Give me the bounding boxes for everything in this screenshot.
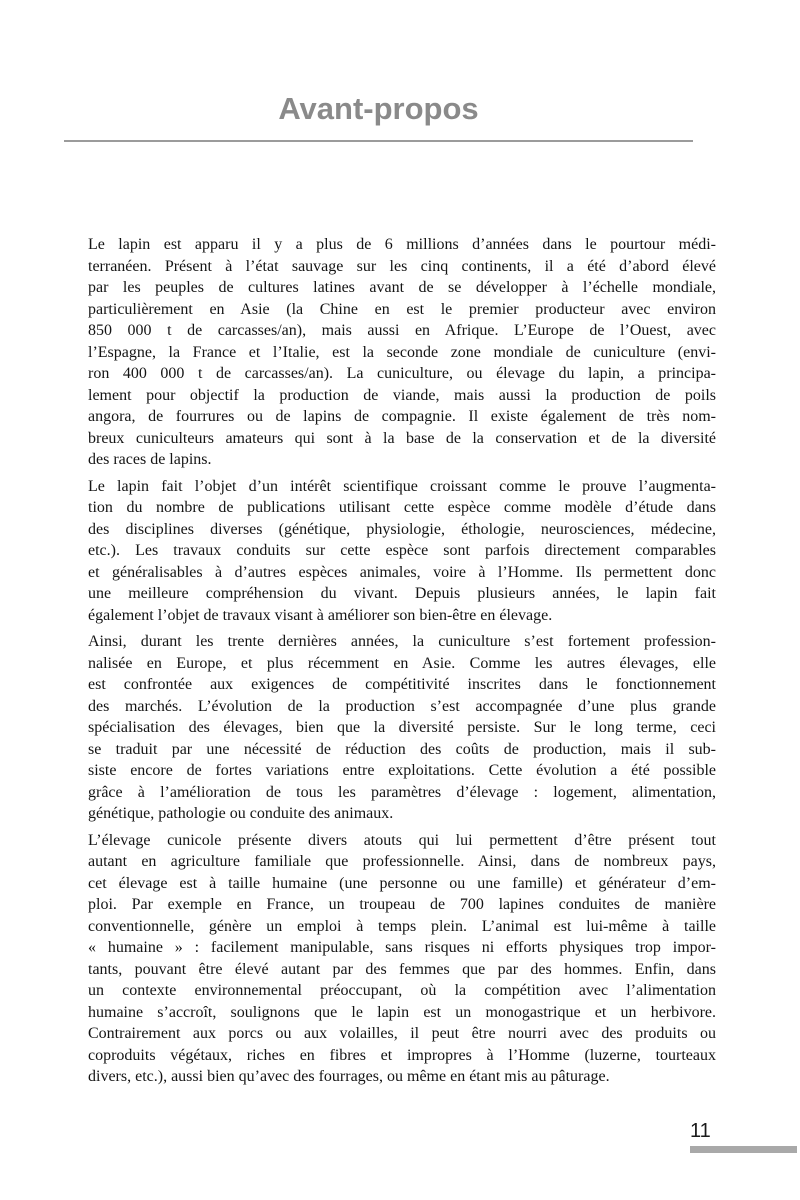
- text-line: divers, etc.), aussi bien qu’avec des fourrages, ou même en étant mis au pâturage.: [88, 1068, 610, 1085]
- text-line: une meilleure compréhension du vivant. Depuis plusieurs années, le lapin fait: [88, 585, 716, 602]
- text-line: lement pour objectif la production de viande, mais aussi la production de poils: [88, 386, 716, 404]
- text-line: breux cuniculteurs amateurs qui sont à la base de la conservation et de la diversité: [88, 429, 716, 447]
- text-line: particulièrement en Asie (la Chine en est le premier producteur avec environ: [88, 300, 716, 318]
- text-line: des disciplines diverses (génétique, physiologie, éthologie, neurosciences, médecine,: [88, 520, 716, 538]
- text-line: spécialisation des élevages, bien que la diversité persiste. Sur le long terme, ceci: [88, 719, 716, 736]
- text-line: conventionnelle, génère un emploi à temps plein. L’animal est lui-même à taille: [88, 917, 716, 935]
- text-line: terranéen. Présent à l’état sauvage sur les cinq continents, il a été d’abord élevé: [88, 257, 716, 275]
- text-line: tants, pouvant être élevé autant par des femmes que par des hommes. Enfin, dans: [88, 960, 716, 978]
- text-line: nalisée en Europe, et plus récemment en Asie. Comme les autres élevages, elle: [88, 654, 716, 672]
- text-line: un contexte environnemental préoccupant, où la compétition avec l’alimentation: [88, 982, 716, 999]
- text-line: coproduits végétaux, riches en fibres et impropres à l’Homme (luzerne, tourteaux: [88, 1046, 716, 1064]
- page-title: Avant-propos: [278, 91, 479, 126]
- text-line: Ainsi, durant les trente dernières années, la cuniculture s’est fortement profession-: [88, 633, 716, 650]
- title-divider-rule: [64, 140, 693, 142]
- text-line: par les peuples de cultures latines avant de se développer à l’échelle mondiale,: [88, 279, 716, 296]
- paragraph: [88, 476, 716, 627]
- text-line: génétique, pathologie ou conduite des animaux.: [88, 805, 394, 822]
- text-line: etc.). Les travaux conduits sur cette espèce sont parfois directement comparables: [88, 542, 716, 559]
- text-line: ron 400 000 t de carcasses/an). La cuniculture, ou élevage du lapin, a principa-: [88, 365, 716, 382]
- text-line: Le lapin est apparu il y a plus de 6 millions d’années dans le pourtour médi-: [88, 236, 716, 253]
- text-line: Contrairement aux porcs ou aux volailles, il peut être nourri avec des produits ou: [88, 1025, 716, 1042]
- text-line: des marchés. L’évolution de la production s’est accompagnée d’une plus grande: [88, 697, 716, 715]
- text-line: et généralisables à d’autres espèces animales, voire à l’Homme. Ils permettent donc: [88, 563, 716, 581]
- text-line: angora, de fourrures ou de lapins de compagnie. Il existe également de très nom-: [88, 408, 716, 425]
- text-line: grâce à l’amélioration de tous les paramètres d’élevage : logement, alimentation,: [88, 783, 716, 801]
- text-line: autant en agriculture familiale que professionnelle. Ainsi, dans de nombreux pays,: [88, 853, 716, 870]
- paragraph: [88, 631, 716, 825]
- text-line: également l’objet de travaux visant à améliorer son bien-être en élevage.: [88, 606, 553, 624]
- text-line: tion du nombre de publications utilisant cette espèce comme modèle d’étude dans: [88, 499, 716, 516]
- text-line: ploi. Par exemple en France, un troupeau de 700 lapines conduites de manière: [88, 896, 716, 913]
- text-line: 850 000 t de carcasses/an), mais aussi en Afrique. L’Europe de l’Ouest, avec: [88, 322, 716, 339]
- text-line: « humaine » : facilement manipulable, sans risques ni efforts physiques trop impor-: [88, 939, 716, 956]
- text-line: l’Espagne, la France et l’Italie, est la seconde zone mondiale de cuniculture (envi-: [88, 343, 716, 361]
- text-line: humaine s’accroît, soulignons que le lapin est un monogastrique et un herbivore.: [88, 1003, 716, 1021]
- text-line: des races de lapins.: [88, 451, 212, 468]
- page-number: 11: [690, 1120, 711, 1142]
- paragraph: [88, 830, 716, 1088]
- paragraph: [88, 234, 716, 471]
- text-line: siste encore de fortes variations entre exploitations. Cette évolution a été possible: [88, 762, 716, 779]
- text-line: L’élevage cunicole présente divers atouts qui lui permettent d’être présent tout: [88, 831, 716, 849]
- body-text: [88, 234, 716, 1093]
- chapter-header: [64, 92, 693, 126]
- footer-bar: [690, 1146, 797, 1153]
- text-line: cet élevage est à taille humaine (une personne ou une famille) et générateur d’em-: [88, 874, 716, 892]
- text-line: est confrontée aux exigences de compétitivité inscrites dans le fonctionnement: [88, 676, 716, 693]
- text-line: se traduit par une nécessité de réduction des coûts de production, mais il sub-: [88, 740, 716, 758]
- text-line: Le lapin fait l’objet d’un intérêt scientifique croissant comme le prouve l’augmenta-: [88, 477, 716, 495]
